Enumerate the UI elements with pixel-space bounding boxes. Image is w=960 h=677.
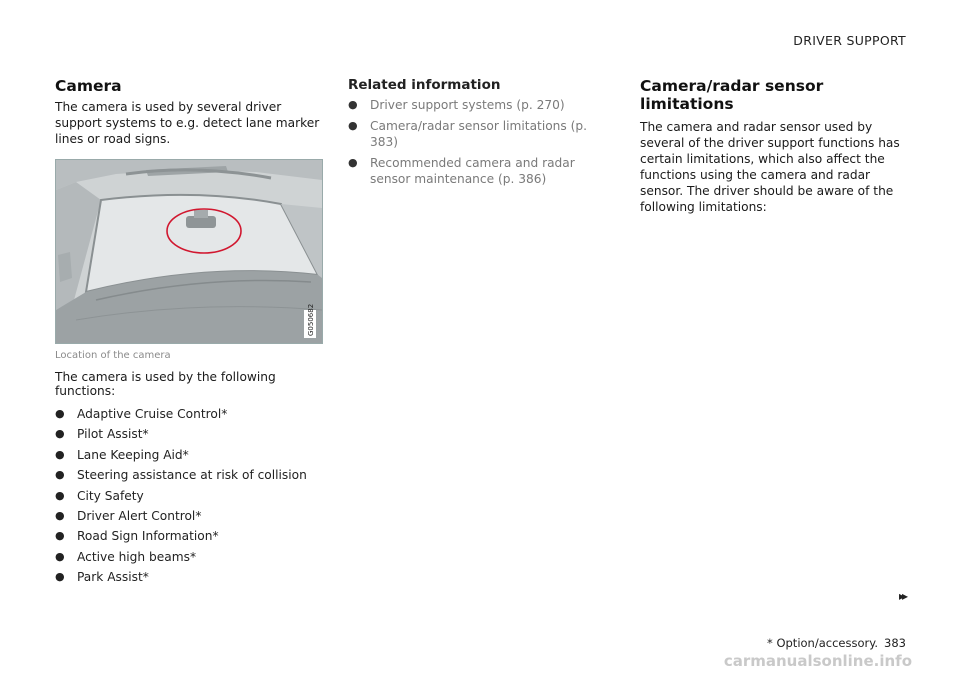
bullet-icon: ● [55,529,65,543]
bullet-icon: ● [55,468,65,482]
bullet-icon: ● [55,549,65,563]
bullet-icon: ● [55,488,65,502]
related-links [348,97,610,187]
list-item: ● Road Sign Information* [55,526,323,546]
camera-title: Camera [55,77,122,95]
bullet-icon: ● [348,98,358,111]
list-item: ● Adaptive Cruise Control* [55,404,323,424]
related-link[interactable]: ● Camera/radar sensor limitations (p. 383) [348,119,587,149]
list-item: ● Park Assist* [55,567,323,587]
option-note: * Option/accessory. [767,636,879,650]
next-page-icon[interactable]: ▸▸ [898,589,905,603]
bullet-icon: ● [55,407,65,420]
related-link[interactable]: ● Recommended camera and radar sensor maintenance (p. 386) [348,156,575,186]
page-number: 383 [884,636,906,650]
figure-caption: Location of the camera [55,350,171,361]
limitations-title: Camera/radar sensor limitations [640,77,824,113]
watermark: carmanualsonline.info [723,652,912,670]
limitations-column [640,77,908,215]
section-header: DRIVER SUPPORT [793,33,906,48]
list-item: ● Lane Keeping Aid* [55,445,323,465]
camera-location-figure [55,159,323,344]
bullet-icon: ● [348,156,358,169]
bullet-icon: ● [55,570,65,584]
list-item: ● Pilot Assist* [55,424,323,444]
bullet-icon: ● [55,447,65,461]
list-item: ● Steering assistance at risk of collision [55,465,323,485]
related-column [348,77,610,192]
functions-list [55,404,323,588]
camera-column [55,77,323,588]
figure-code: G050682 [307,303,315,336]
list-item: ● Driver Alert Control* [55,506,323,526]
list-item: ● Active high beams* [55,547,323,567]
related-title: Related information [348,77,501,93]
page-footer [767,636,906,650]
related-link[interactable]: ● Driver support systems (p. 270) [348,98,565,112]
list-item: ● City Safety [55,486,323,506]
bullet-icon: ● [55,427,65,441]
functions-intro: The camera is used by the following functions: [55,370,276,398]
camera-description: The camera is used by several driver support systems to e.g. detect lane marker lines or road signs. [55,100,320,146]
bullet-icon: ● [348,119,358,132]
bullet-icon: ● [55,508,65,522]
windshield-illustration [56,160,322,343]
limitations-description: The camera and radar sensor used by several of the driver support functions has certain limitations, which also affect the functions using the camera and radar sensor. The driver should be aware of the following limitations: [640,120,900,214]
